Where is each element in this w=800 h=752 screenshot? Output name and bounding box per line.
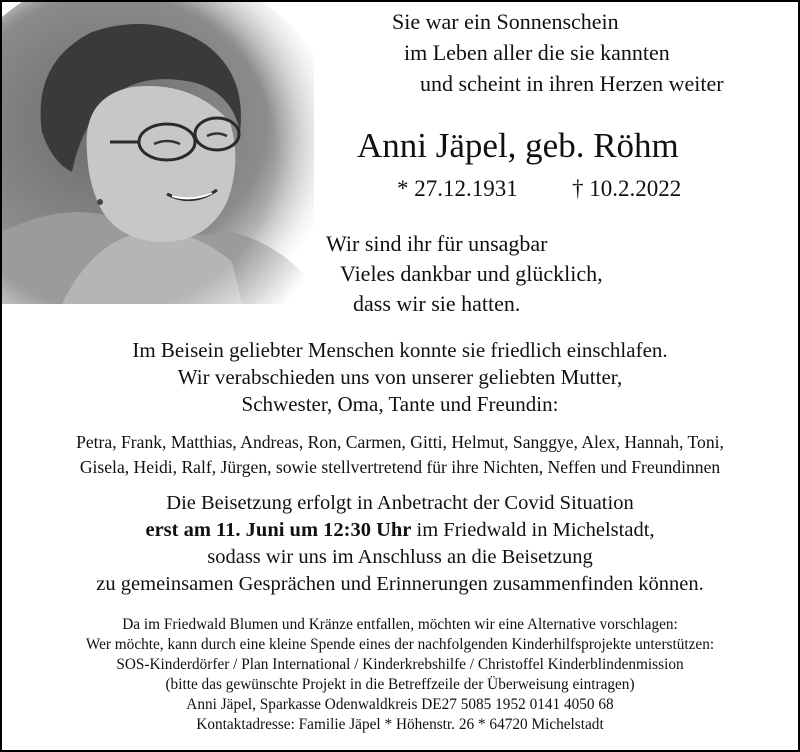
burial-line-3: sodass wir uns im Anschluss an die Beisetzung <box>207 546 593 568</box>
poem-top-line-2: im Leben aller die sie kannten <box>404 40 670 65</box>
donation-line: Da im Friedwald Blumen und Kränze entfallen, möchten wir eine Alternative vorschlagen: <box>122 616 678 633</box>
farewell-message-line: Im Beisein geliebter Menschen konnte sie friedlich einschlafen. <box>132 338 668 362</box>
contact-address: Kontaktadresse: Familie Jäpel * Höhenstr. 26 * 64720 Michelstadt <box>196 716 604 733</box>
burial-line-4: zu gemeinsamen Gesprächen und Erinnerungen zusammenfinden können. <box>96 573 704 595</box>
poem-middle-line-1: Wir sind ihr für unsagbar <box>326 231 548 256</box>
deceased-name: Anni Jäpel, geb. Röhm <box>357 126 679 165</box>
poem-top-line-3: und scheint in ihren Herzen weiter <box>420 71 724 96</box>
mourners-list <box>2 430 798 480</box>
burial-line-2 <box>2 517 798 544</box>
donation-info <box>2 615 798 735</box>
poem-middle-line-3: dass wir sie hatten. <box>353 291 521 316</box>
donation-line: Wer möchte, kann durch eine kleine Spende eines der nachfolgenden Kinderhilfsprojekte unterstützen: <box>85 636 715 653</box>
birth-date: * 27.12.1931 <box>397 176 518 201</box>
farewell-message-line: Wir verabschieden uns von unserer geliebten Mutter, <box>177 365 623 389</box>
mourners-line: Petra, Frank, Matthias, Andreas, Ron, Carmen, Gitti, Helmut, Sanggye, Alex, Hannah, Toni, <box>76 432 724 452</box>
poem-top-line-1: Sie war ein Sonnenschein <box>392 9 619 34</box>
donation-line: SOS-Kinderdörfer / Plan International / Kinderkrebshilfe / Christoffel Kinderblindenmission <box>116 656 684 673</box>
mourners-line: Gisela, Heidi, Ralf, Jürgen, sowie stellvertretend für ihre Nichten, Neffen und Freundinnen <box>79 457 721 477</box>
donation-line: (bitte das gewünschte Projekt in die Betreffzeile der Überweisung eintragen) <box>165 676 635 693</box>
farewell-message-line: Schwester, Oma, Tante und Freundin: <box>241 392 559 416</box>
burial-date-time: erst am 11. Juni um 12:30 Uhr <box>145 519 412 541</box>
burial-info <box>2 490 798 598</box>
burial-line-1: Die Beisetzung erfolgt in Anbetracht der Covid Situation <box>166 492 634 514</box>
farewell-message <box>2 337 798 418</box>
poem-middle-line-2: Vieles dankbar und glücklich, <box>340 261 603 286</box>
bank-details: Anni Jäpel, Sparkasse Odenwaldkreis DE27 5085 1952 0141 4050 68 <box>186 696 614 713</box>
burial-location: im Friedwald in Michelstadt, <box>411 519 655 541</box>
death-date: † 10.2.2022 <box>572 176 682 201</box>
portrait-photo <box>2 2 314 304</box>
